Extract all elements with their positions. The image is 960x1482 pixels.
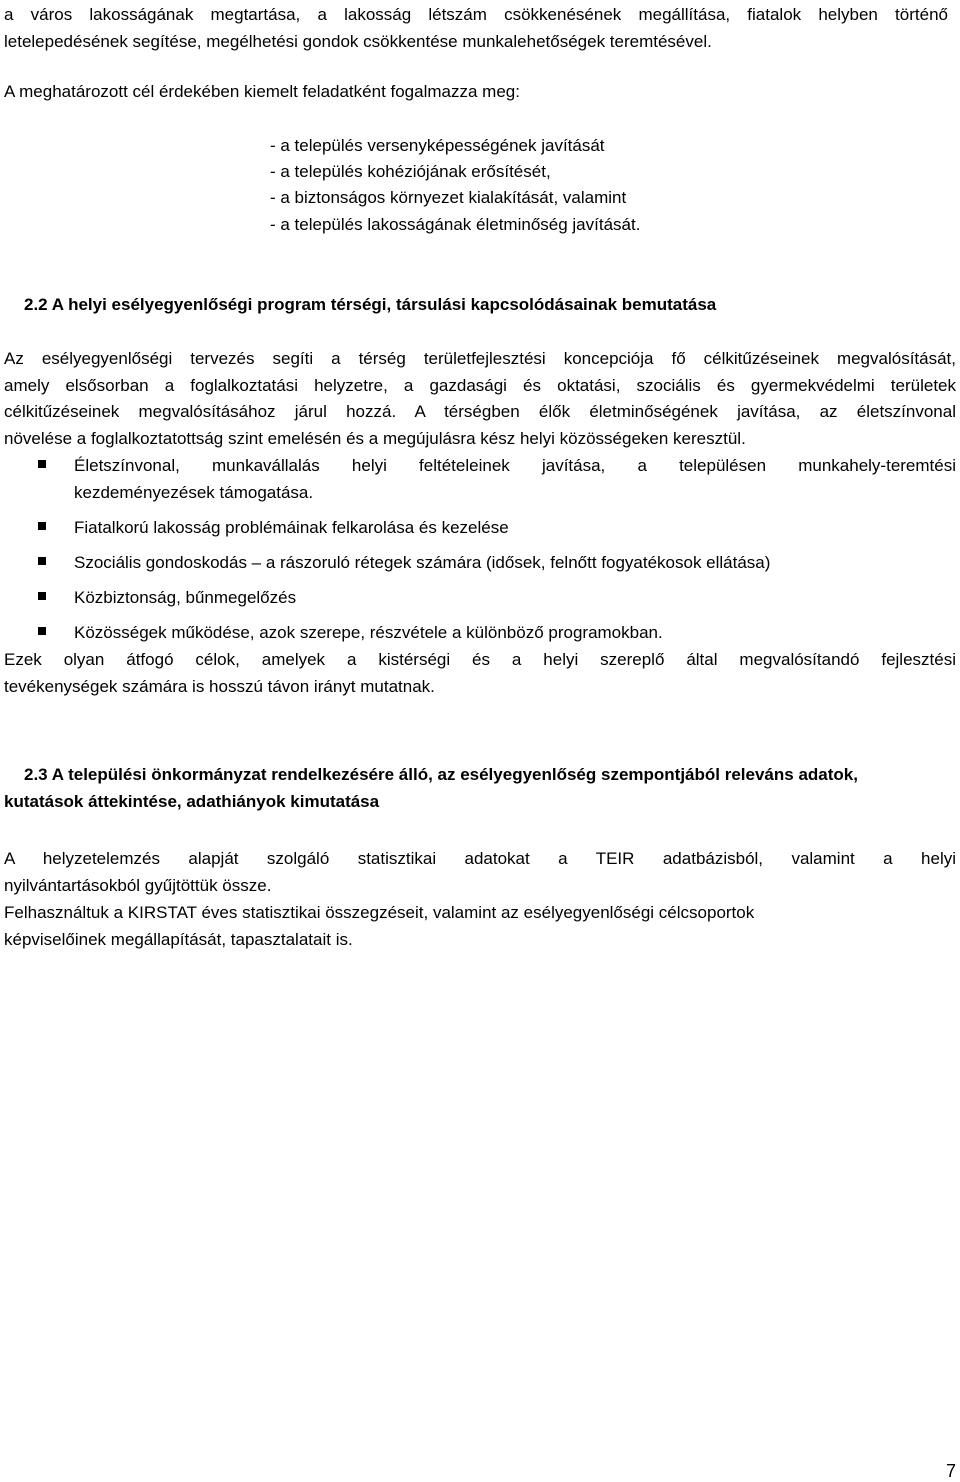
- square-bullet-icon: [38, 460, 46, 468]
- goal-item: - a település kohéziójának erősítését,: [270, 162, 551, 181]
- bullet-item: Szociális gondoskodás – a rászoruló rétegek számára (idősek, felnőtt fogyatékosok ellátása): [74, 553, 771, 572]
- bullet-item-continuation: kezdeményezések támogatása.: [74, 483, 314, 502]
- bullet-item: Közösségek működése, azok szerepe, részvétele a különböző programokban.: [74, 623, 663, 642]
- bullet-item: Fiatalkorú lakosság problémáinak felkarolása és kezelése: [74, 518, 509, 537]
- goal-heading: A meghatározott cél érdekében kiemelt feladatként fogalmazza meg:: [4, 82, 520, 101]
- goal-item: - a biztonságos környezet kialakítását, valamint: [270, 188, 627, 207]
- section-2-2-para-line: amely elsősorban a foglalkoztatási helyzetre, a gazdasági és oktatási, szociális és gyermekvédelmi területek: [4, 376, 956, 395]
- section-2-3-heading: 2.3 A települési önkormányzat rendelkezésére álló, az esélyegyenlőség szempontjából releváns adatok,: [24, 765, 858, 784]
- goal-item: - a település lakosságának életminőség javítását.: [270, 215, 641, 234]
- bullet-item: Közbiztonság, bűnmegelőzés: [74, 588, 297, 607]
- section-2-2-para-line: növelése a foglalkoztatottság szint emelésén és a megújulásra kész helyi közösségeken keresztül.: [4, 429, 746, 448]
- intro-line-2: letelepedésének segítése, megélhetési gondok csökkentése munkalehetőségek teremtésével.: [4, 32, 712, 51]
- section-2-2-para-line: Az esélyegyenlőségi tervezés segíti a térség területfejlesztési koncepciója fő célkitűzéseinek megvalósítását,: [4, 349, 956, 368]
- square-bullet-icon: [38, 627, 46, 635]
- section-2-2-heading: 2.2 A helyi esélyegyenlőségi program térségi, társulási kapcsolódásainak bemutatása: [24, 295, 717, 314]
- intro-line-1: a város lakosságának megtartása, a lakosság létszám csökkenésének megállítása, fiatalok helyben történő: [4, 5, 948, 24]
- section-2-3-para-line: A helyzetelemzés alapját szolgáló statisztikai adatokat a TEIR adatbázisból, valamint a helyi: [4, 849, 956, 868]
- square-bullet-icon: [38, 522, 46, 530]
- section-2-2-para-line: célkitűzéseinek megvalósításához járul hozzá. A térségben élők életminőségének javítása, az életszínvonal: [4, 402, 956, 421]
- section-2-2-closing-line: Ezek olyan átfogó célok, amelyek a kistérségi és a helyi szereplő által megvalósítandó fejlesztési: [4, 650, 956, 669]
- page-number: 7: [945, 1461, 956, 1481]
- square-bullet-icon: [38, 592, 46, 600]
- section-2-3-para-line: nyilvántartásokból gyűjtöttük össze.: [4, 876, 272, 895]
- section-2-3-para-line: Felhasználtuk a KIRSTAT éves statisztikai összegzéseit, valamint az esélyegyenlőségi célcsoportok: [4, 903, 755, 922]
- section-2-3-para-line: képviselőinek megállapítását, tapasztalatait is.: [4, 930, 353, 949]
- bullet-item: Életszínvonal, munkavállalás helyi feltételeinek javítása, a településen munkahely-teremtési: [74, 456, 956, 475]
- goal-item: - a település versenyképességének javítását: [270, 136, 605, 155]
- square-bullet-icon: [38, 557, 46, 565]
- section-2-2-closing-line: tevékenységek számára is hosszú távon irányt mutatnak.: [4, 677, 435, 696]
- section-2-3-heading-cont: kutatások áttekintése, adathiányok kimutatása: [4, 792, 380, 811]
